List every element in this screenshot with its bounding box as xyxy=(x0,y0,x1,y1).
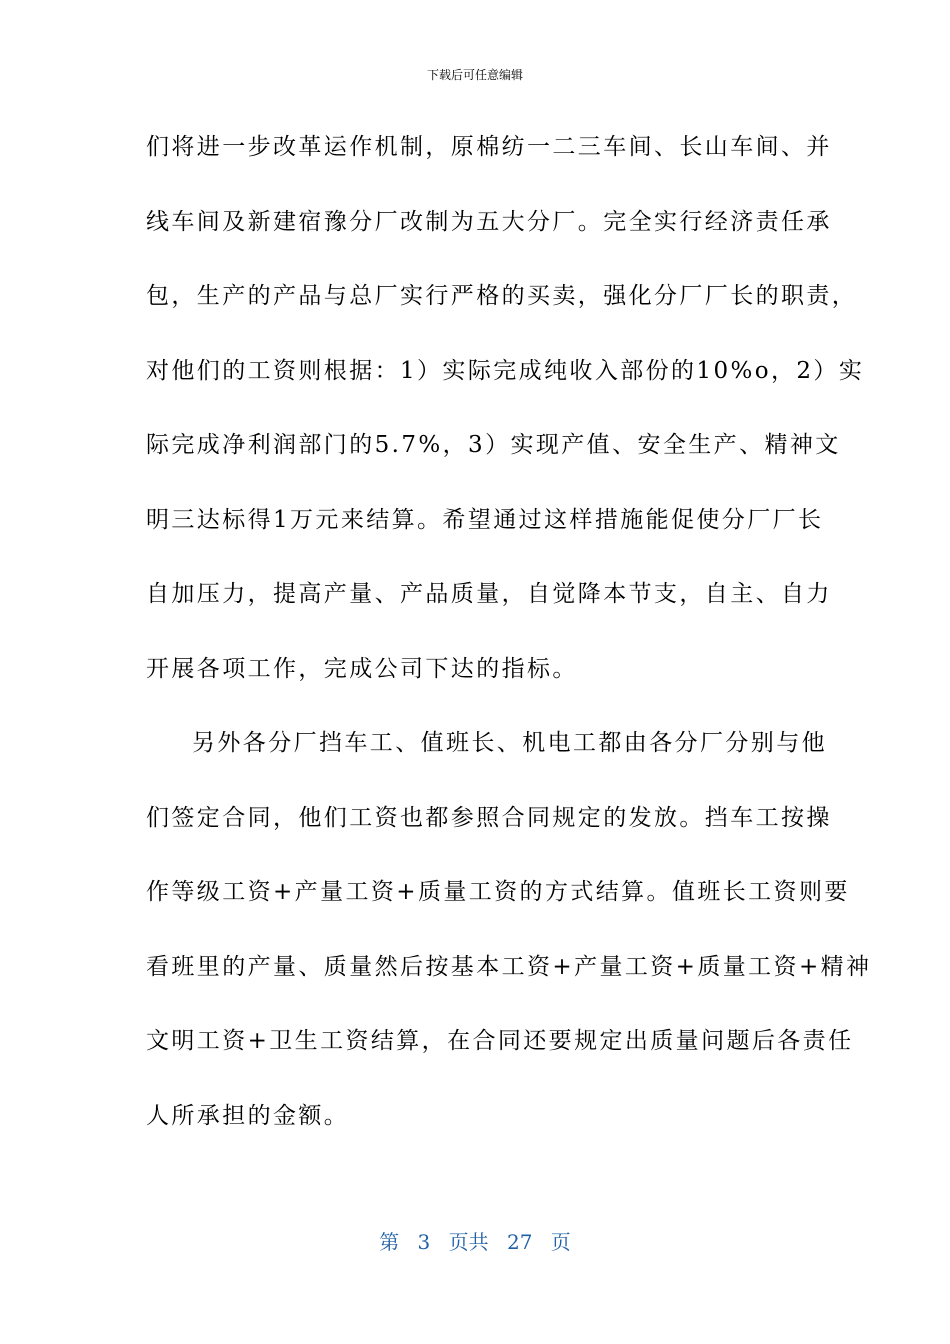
paragraph-line: 看班里的产量、质量然后按基本工资+产量工资+质量工资+精神 xyxy=(146,953,872,980)
paragraph-line: 们将进一步改革运作机制，原棉纺一二三车间、长山车间、并 xyxy=(146,134,832,160)
paragraph-line: 另外各分厂挡车工、值班长、机电工都由各分厂分别与他 xyxy=(192,730,827,756)
paragraph-line: 对他们的工资则根据：1）实际完成纯收入部份的10%o，2）实 xyxy=(146,357,865,384)
paragraph-line: 开展各项工作，完成公司下达的指标。 xyxy=(146,655,578,682)
paragraph-line: 们签定合同，他们工资也都参照合同规定的发放。挡车工按操 xyxy=(146,804,832,831)
paragraph-line: 作等级工资+产量工资+质量工资的方式结算。值班长工资则要 xyxy=(146,879,850,905)
paragraph-line: 人所承担的金额。 xyxy=(146,1102,350,1129)
paragraph-line: 自加压力，提高产量、产品质量，自觉降本节支，自主、自力 xyxy=(146,581,832,607)
paragraph-line: 文明工资+卫生工资结算，在合同还要规定出质量问题后各责任 xyxy=(146,1028,854,1054)
paragraph-line: 线车间及新建宿豫分厂改制为五大分厂。完全实行经济责任承 xyxy=(146,208,832,235)
paragraph-line: 包，生产的产品与总厂实行严格的买卖，强化分厂厂长的职责， xyxy=(146,283,858,309)
paragraph-line: 际完成净利润部门的5.7%，3）实现产值、安全生产、精神文 xyxy=(146,432,841,458)
page-header: 下载后可任意编辑 xyxy=(426,68,523,82)
document-body xyxy=(146,120,872,1163)
paragraph-line: 明三达标得1万元来结算。希望通过这样措施能促使分厂厂长 xyxy=(146,506,824,533)
page-footer: 第 3 页共 27 页 xyxy=(379,1230,571,1254)
